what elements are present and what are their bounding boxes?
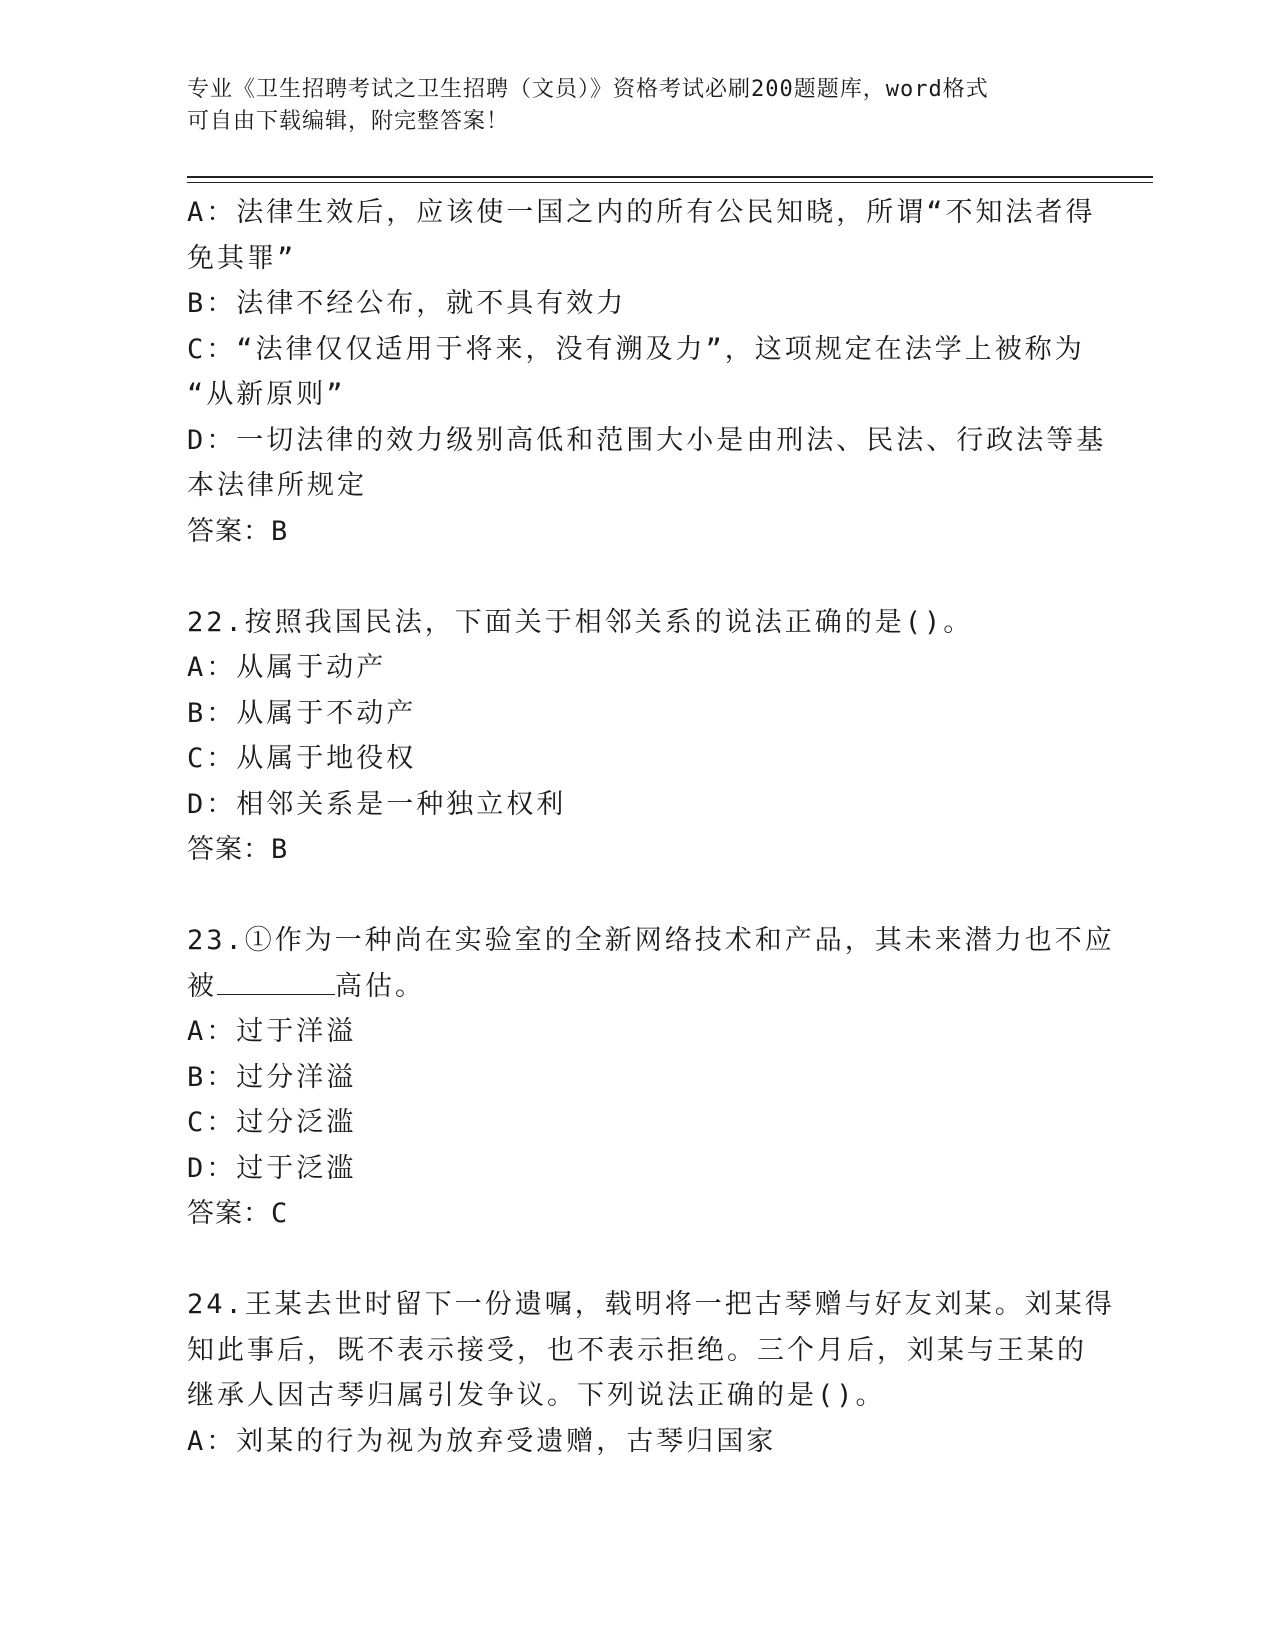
header-line-2: 可自由下载编辑，附完整答案！: [187, 109, 510, 134]
option-c: C：过分泛滥: [187, 1107, 357, 1138]
header-line-1: 专业《卫生招聘考试之卫生招聘（文员）》资格考试必刷200题题库，word格式: [187, 77, 989, 102]
question-stem: 22.按照我国民法，下面关于相邻关系的说法正确的是()。: [187, 606, 974, 638]
fill-in-blank: [217, 964, 335, 995]
option-a: A：过于洋溢: [187, 1016, 357, 1047]
option-a-line-2: 免其罪”: [187, 242, 297, 274]
option-a: A：刘某的行为视为放弃受遗赠，古琴归国家: [187, 1425, 777, 1457]
option-c-line-2: “从新原则”: [187, 379, 346, 410]
option-b: B：过分洋溢: [187, 1061, 357, 1093]
answer: 答案：B: [187, 515, 289, 547]
option-a-line-1: A：法律生效后，应该使一国之内的所有公民知晓，所谓“不知法者得: [187, 197, 1096, 228]
prev-question: [187, 190, 1107, 554]
question-stem-line-1: 23.①作为一种尚在实验室的全新网络技术和产品，其未来潜力也不应: [187, 925, 1115, 956]
question-stem-line-3: 继承人因古琴归属引发争议。下列说法正确的是()。: [187, 1380, 886, 1411]
option-c: C：从属于地役权: [187, 743, 417, 774]
question-stem-line-2: 知此事后，既不表示接受，也不表示拒绝。三个月后，刘某与王某的: [187, 1334, 1087, 1366]
option-a: A：从属于动产: [187, 652, 387, 683]
question-23: [187, 918, 1115, 1237]
question-22: [187, 600, 1087, 873]
option-d: D：过于泛滥: [187, 1152, 357, 1184]
question-stem-line-1: 24.王某去世时留下一份遗嘱，载明将一把古琴赠与好友刘某。刘某得: [187, 1289, 1115, 1320]
header-divider-thin: [187, 182, 1153, 183]
answer: 答案：B: [187, 834, 289, 865]
option-b: B：从属于不动产: [187, 697, 417, 729]
spacer: [187, 554, 1087, 600]
question-24: [187, 1282, 1115, 1464]
option-b: B：法律不经公布，就不具有效力: [187, 288, 627, 319]
stem-text-after-blank: 高估。: [335, 970, 425, 1002]
spacer: [187, 873, 1087, 919]
question-stem-line-2: [187, 964, 1087, 1010]
option-d-line-2: 本法律所规定: [187, 470, 367, 501]
document-header: [187, 74, 1087, 138]
option-c-line-1: C：“法律仅仅适用于将来，没有溯及力”，这项规定在法学上被称为: [187, 333, 1085, 365]
document-body: [187, 190, 1115, 1464]
option-d: D：相邻关系是一种独立权利: [187, 788, 567, 820]
answer: 答案：C: [187, 1198, 289, 1229]
stem-text-before-blank: 被: [187, 970, 217, 1002]
option-d-line-1: D：一切法律的效力级别高低和范围大小是由刑法、民法、行政法等基: [187, 424, 1107, 456]
header-divider-thick: [187, 176, 1153, 178]
spacer: [187, 1237, 1087, 1283]
